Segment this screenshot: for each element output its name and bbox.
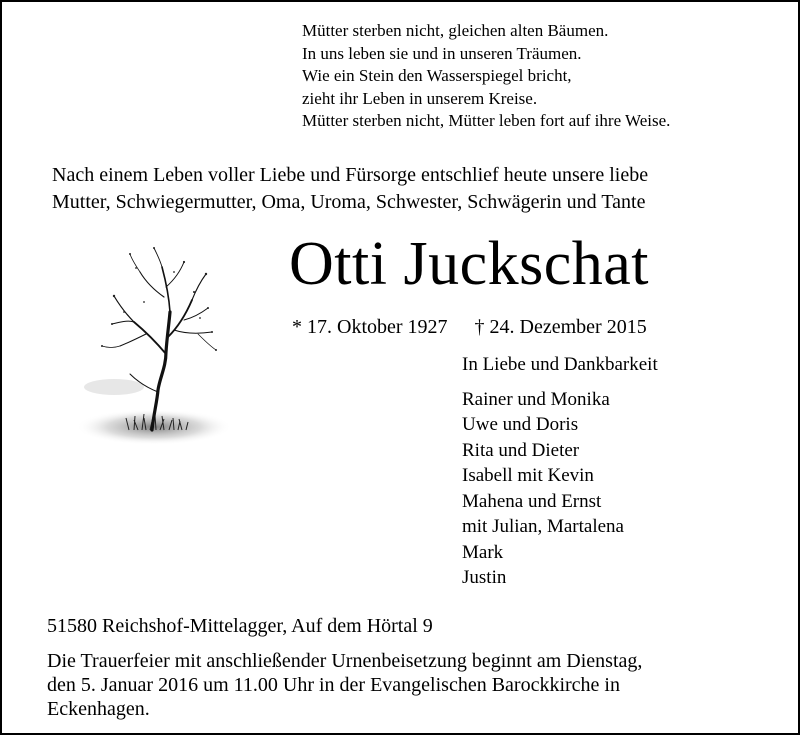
family-member: Justin (462, 567, 507, 588)
ceremony-line: Die Trauerfeier mit anschließender Urnenbeisetzung beginnt am Dienstag, (47, 650, 643, 672)
life-dates (292, 314, 647, 340)
family-heading: In Liebe und Dankbarkeit (462, 354, 658, 375)
ceremony-line: Eckenhagen. (47, 698, 150, 720)
tree-icon (74, 242, 234, 447)
family-member: Mark (462, 541, 504, 563)
birth-date: * 17. Oktober 1927 (292, 316, 448, 338)
ceremony-info (47, 649, 642, 721)
intro-line: Nach einem Leben voller Liebe und Fürsorge entschlief heute unsere liebe (52, 164, 649, 186)
intro-text (52, 162, 648, 216)
ceremony-line: den 5. Januar 2016 um 11.00 Uhr in der Evangelischen Barockkirche in (47, 674, 620, 696)
address: 51580 Reichshof-Mittelagger, Auf dem Hörtal 9 (47, 615, 433, 637)
family-member: Mahena und Ernst (462, 490, 602, 512)
poem-line: Wie ein Stein den Wasserspiegel bricht, (302, 66, 572, 85)
poem-line: zieht ihr Leben in unserem Kreise. (302, 88, 538, 108)
intro-line: Mutter, Schwiegermutter, Oma, Uroma, Schwester, Schwägerin und Tante (52, 191, 646, 213)
family-list (462, 352, 658, 591)
family-member: Rita und Dieter (462, 439, 580, 461)
family-member: mit Julian, Martalena (462, 516, 624, 537)
deceased-name: Otti Juckschat (289, 230, 649, 298)
family-member: Rainer und Monika (462, 388, 610, 410)
poem-line: Mütter sterben nicht, gleichen alten Bäumen. (302, 21, 609, 40)
poem-line: Mütter sterben nicht, Mütter leben fort auf ihre Weise. (302, 111, 671, 130)
death-date: † 24. Dezember 2015 (474, 316, 647, 338)
poem (302, 20, 670, 133)
family-member: Uwe und Doris (462, 414, 579, 435)
family-member: Isabell mit Kevin (462, 465, 594, 486)
poem-line: In uns leben sie und in unseren Träumen. (302, 43, 582, 63)
